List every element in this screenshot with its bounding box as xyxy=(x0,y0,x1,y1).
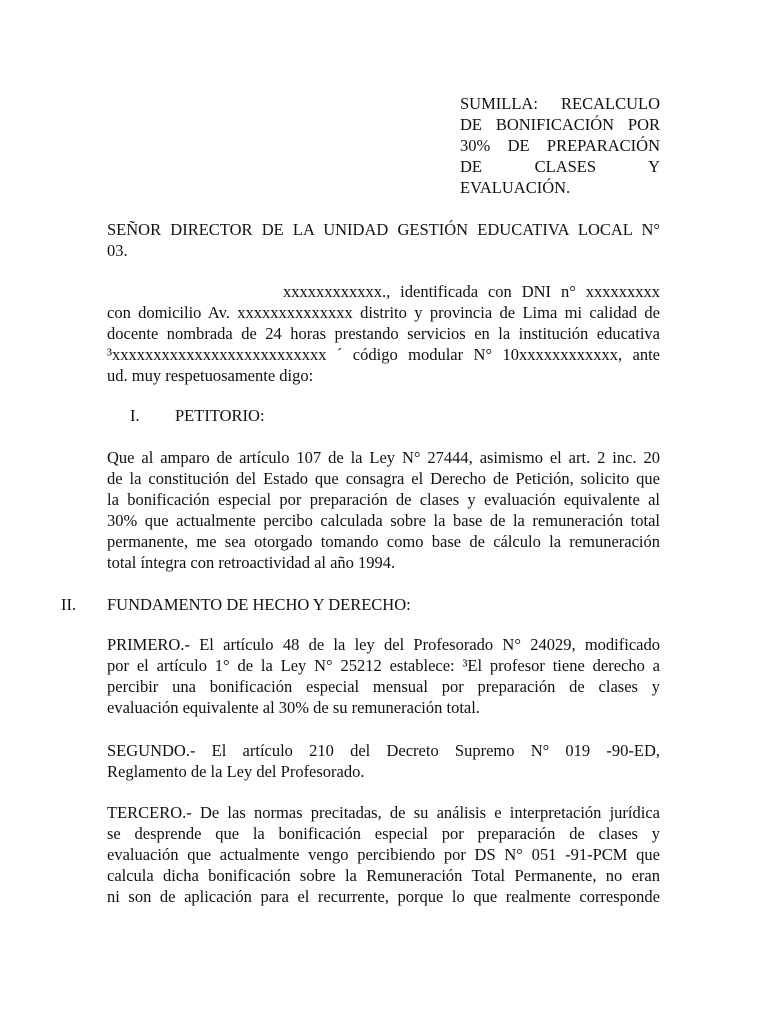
petitorio-line: de la constitución del Estado que consagra el Derecho de Petición, solicito que xyxy=(107,469,660,488)
addressee-block xyxy=(107,219,660,261)
primero-line: percibir una bonificación especial mensual por preparación de clases y xyxy=(107,677,660,696)
petitorio-line: 30% que actualmente percibo calculada sobre la base de la remuneración total xyxy=(107,511,660,530)
intro-line: ³xxxxxxxxxxxxxxxxxxxxxxxxxx ´ código modular N° 10xxxxxxxxxxxx, ante xyxy=(107,345,660,364)
primero-paragraph xyxy=(107,634,660,718)
segundo-line: SEGUNDO.- El artículo 210 del Decreto Supremo N° 019 -90-ED, xyxy=(107,741,660,760)
intro-line: xxxxxxxxxxxx., identificada con DNI n° xxxxxxxxx xyxy=(283,282,660,301)
primero-line: por el artículo 1° de la Ley N° 25212 establece: ³El profesor tiene derecho a xyxy=(107,656,660,675)
tercero-paragraph xyxy=(107,802,660,907)
sumilla-line: 30% DE PREPARACIÓN xyxy=(460,136,660,155)
section-2-title: FUNDAMENTO DE HECHO Y DERECHO: xyxy=(107,595,411,614)
tercero-line: ni son de aplicación para el recurrente, porque lo que realmente corresponde xyxy=(107,887,660,906)
petitorio-line: permanente, me sea otorgado tomando como base de cálculo la remuneración xyxy=(107,532,660,551)
sumilla-block xyxy=(460,93,660,198)
primero-line: PRIMERO.- El artículo 48 de la ley del Profesorado N° 24029, modificado xyxy=(107,635,660,654)
petitorio-line: Que al amparo de artículo 107 de la Ley N° 27444, asimismo el art. 2 inc. 20 xyxy=(107,448,660,467)
intro-paragraph xyxy=(107,281,660,386)
segundo-line: Reglamento de la Ley del Profesorado. xyxy=(107,762,365,781)
intro-line: docente nombrada de 24 horas prestando servicios en la institución educativa xyxy=(107,324,660,343)
tercero-line: se desprende que la bonificación especial por preparación de clases y xyxy=(107,824,660,843)
section-2-number: II. xyxy=(61,595,77,614)
primero-line: evaluación equivalente al 30% de su remuneración total. xyxy=(107,698,480,717)
tercero-line: TERCERO.- De las normas precitadas, de su análisis e interpretación jurídica xyxy=(107,803,660,822)
intro-line: ud. muy respetuosamente digo: xyxy=(107,366,314,385)
section-1-number: I. xyxy=(130,406,140,425)
tercero-line: calcula dicha bonificación sobre la Remuneración Total Permanente, no eran xyxy=(107,866,660,885)
sumilla-line: DE BONIFICACIÓN POR xyxy=(460,115,660,134)
addressee-line: SEÑOR DIRECTOR DE LA UNIDAD GESTIÓN EDUCATIVA LOCAL N° xyxy=(107,220,660,239)
sumilla-line: DE CLASES Y xyxy=(460,157,660,176)
sumilla-line: EVALUACIÓN. xyxy=(460,178,571,197)
petitorio-line: total íntegra con retroactividad al año 1994. xyxy=(107,553,396,572)
tercero-line: evaluación que actualmente vengo percibiendo por DS N° 051 -91-PCM que xyxy=(107,845,660,864)
petitorio-paragraph xyxy=(107,447,660,573)
addressee-line: 03. xyxy=(107,241,128,260)
intro-line: con domicilio Av. xxxxxxxxxxxxxx distrito y provincia de Lima mi calidad de xyxy=(107,303,660,322)
petitorio-line: la bonificación especial por preparación de clases y evaluación equivalente al xyxy=(107,490,660,509)
section-1-title: PETITORIO: xyxy=(175,406,265,425)
sumilla-line: SUMILLA: RECALCULO xyxy=(460,94,660,113)
segundo-paragraph xyxy=(107,740,660,782)
